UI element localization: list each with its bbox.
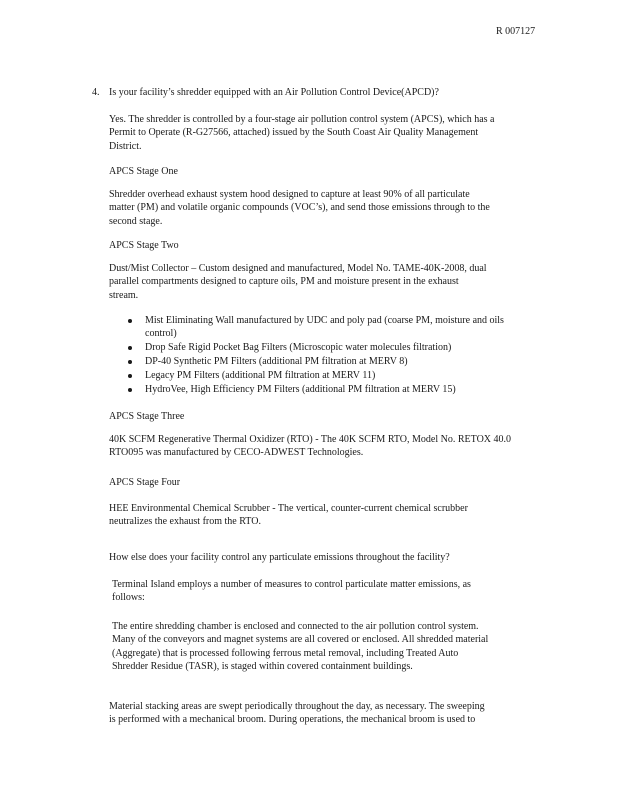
bullet-icon [128, 388, 132, 392]
list-item-text: control) [145, 328, 177, 340]
list-item-text: Legacy PM Filters (additional PM filtration at MERV 11) [145, 370, 376, 381]
text-line: Shredder Residue (TASR), is staged within covered containment buildings. [112, 661, 413, 673]
text-line: 40K SCFM Regenerative Thermal Oxidizer (RTO) - The 40K SCFM RTO, Model No. RETOX 40.0 [109, 434, 512, 445]
stage-two-heading: APCS Stage Two [109, 240, 179, 251]
text-line: Permit to Operate (R-G27566, attached) issued by the South Coast Air Quality Management [109, 127, 479, 139]
text-line: Material stacking areas are swept periodically throughout the day, as necessary. The sweeping [109, 701, 485, 712]
text-line: Terminal Island employs a number of measures to control particulate matter emissions, as [112, 579, 471, 590]
particulate-question: How else does your facility control any particulate emissions throughout the facility? [109, 552, 450, 563]
text-line: RTO095 was manufactured by CECO-ADWEST Technologies. [109, 447, 364, 459]
stage-three-heading: APCS Stage Three [109, 411, 185, 422]
filter-list-item [145, 369, 375, 382]
answer-intro-paragraph [109, 113, 494, 153]
bullet-icon [128, 374, 132, 378]
text-line: parallel compartments designed to capture oils, PM and moisture present in the exhaust [109, 276, 459, 288]
list-item-text: DP-40 Synthetic PM Filters (additional PM filtration at MERV 8) [145, 356, 408, 367]
document-id: R 007127 [496, 26, 536, 37]
stage-one-heading: APCS Stage One [109, 166, 178, 177]
text-line: Shredder overhead exhaust system hood designed to capture at least 90% of all particulate [109, 189, 470, 200]
question-4-text: Is your facility’s shredder equipped with an Air Pollution Control Device(APCD)? [109, 87, 439, 98]
filter-list-item [145, 355, 408, 368]
text-line: neutralizes the exhaust from the RTO. [109, 516, 261, 528]
stage-three-paragraph [109, 433, 511, 460]
text-line: is performed with a mechanical broom. During operations, the mechanical broom is used to [109, 714, 476, 726]
filter-list-item [145, 341, 451, 354]
text-line: (Aggregate) that is processed following ferrous metal removal, including Treated Auto [112, 647, 459, 659]
list-item-text: Drop Safe Rigid Pocket Bag Filters (Microscopic water molecules filtration) [145, 342, 452, 353]
bullet-icon [128, 346, 132, 350]
text-line: matter (PM) and volatile organic compounds (VOC’s), and send those emissions through to the [109, 202, 490, 214]
stage-four-paragraph [109, 502, 468, 529]
text-line: Many of the conveyors and magnet systems are all covered or enclosed. All shredded material [112, 634, 489, 646]
particulate-intro-paragraph [112, 578, 471, 605]
question-number: 4. [92, 87, 100, 98]
stage-two-paragraph [109, 262, 487, 302]
bullet-icon [128, 360, 132, 364]
particulate-paragraph-1 [112, 620, 488, 674]
text-line: The entire shredding chamber is enclosed and connected to the air pollution control system. [112, 621, 479, 632]
stage-one-paragraph [109, 188, 490, 228]
filter-list-item [145, 314, 504, 341]
text-line: Yes. The shredder is controlled by a four-stage air pollution control system (APCS), which has a [109, 114, 495, 125]
bullet-icon [128, 319, 132, 323]
text-line: District. [109, 140, 142, 152]
stage-four-heading: APCS Stage Four [109, 477, 181, 488]
text-line: Dust/Mist Collector – Custom designed and manufactured, Model No. TAME-40K-2008, dual [109, 263, 487, 274]
text-line: second stage. [109, 215, 163, 227]
particulate-paragraph-2 [109, 700, 485, 727]
text-line: stream. [109, 289, 139, 301]
text-line: follows: [112, 592, 145, 604]
list-item-text: Mist Eliminating Wall manufactured by UDC and poly pad (coarse PM, moisture and oils [145, 315, 504, 326]
list-item-text: HydroVee, High Efficiency PM Filters (additional PM filtration at MERV 15) [145, 384, 456, 395]
filter-list-item [145, 383, 456, 396]
text-line: HEE Environmental Chemical Scrubber - The vertical, counter-current chemical scrubber [109, 503, 468, 514]
